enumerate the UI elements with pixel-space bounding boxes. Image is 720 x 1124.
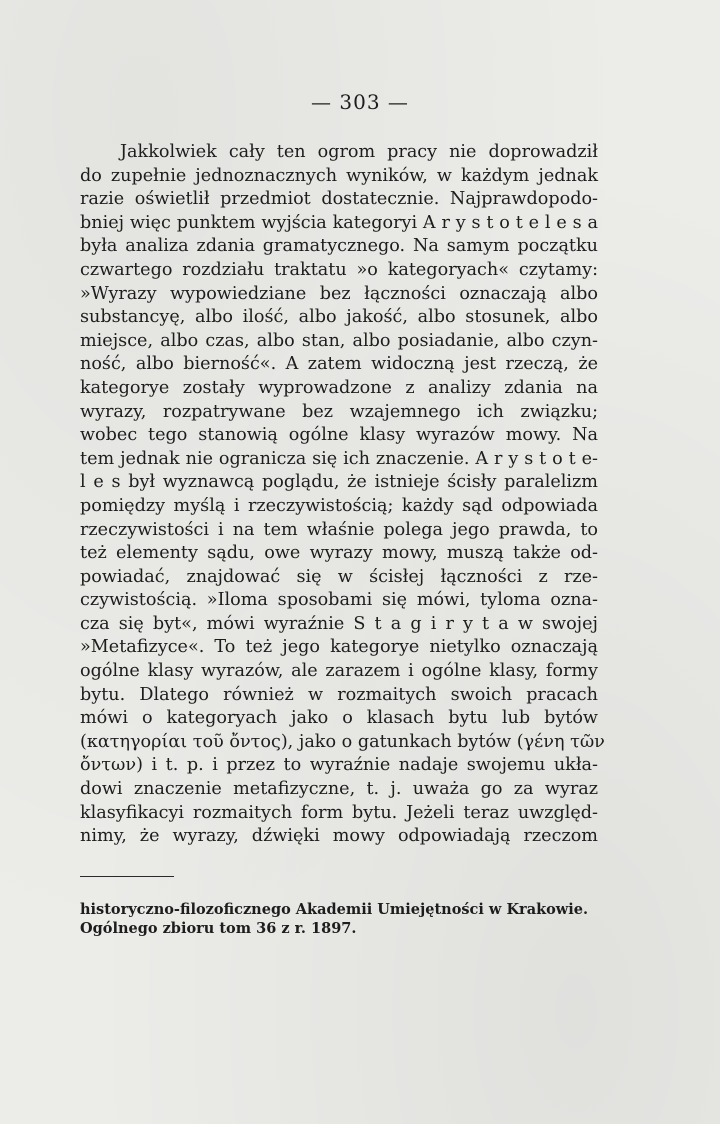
text-line: substancyę, albo ilość, albo jakość, albo stosunek, albo [80, 307, 598, 328]
text-line: była analiza zdania gramatycznego. Na samym początku [80, 236, 598, 257]
text-line: wobec tego stanowią ogólne klasy wyrazów mowy. Na [80, 425, 598, 446]
text-line: pomiędzy myślą i rzeczywistością; każdy sąd odpowiada [80, 495, 598, 516]
text-line: rzeczywistości i na tem właśnie polega jego prawda, to [80, 519, 598, 540]
text-line: dowi znaczenie metafizyczne, t. j. uważa go za wyraz [80, 779, 598, 800]
text-line: klasyfikacyi rozmaitych form bytu. Jeżeli teraz uwzględ- [80, 802, 598, 823]
text-line: l e s był wyznawcą poglądu, że istnieje ścisły paralelizm [80, 472, 598, 493]
text-line: bytu. Dlatego również w rozmaitych swoich pracach [80, 684, 598, 705]
text-line: »Metafizyce«. To też jego kategorye nietylko oznaczają [80, 637, 598, 658]
text-line: bniej więc punktem wyjścia kategoryi A r y s t o t e l e s a [80, 212, 598, 233]
text-line: czywistością. »Iloma sposobami się mówi, tyloma ozna- [80, 590, 598, 611]
footnote-line: Ogólnego zbioru tom 36 z r. 1897. [80, 920, 357, 937]
text-line: cza się byt«, mówi wyraźnie S t a g i r y t a w swojej [80, 613, 598, 634]
text-line: ność, albo bierność«. A zatem widoczną jest rzeczą, że [80, 354, 598, 375]
text-line: ogólne klasy wyrazów, ale zarazem i ogólne klasy, formy [80, 661, 598, 682]
text-line: Jakkolwiek cały ten ogrom pracy nie doprowadził [120, 142, 598, 162]
text-line: wyrazy, rozpatrywane bez wzajemnego ich związku; [80, 401, 598, 422]
text-line: mówi o kategoryach jako o klasach bytu lub bytów [80, 708, 598, 729]
text-line: miejsce, albo czas, albo stan, albo posiadanie, albo czyn- [80, 330, 598, 351]
footnote [80, 900, 600, 938]
text-line: czwartego rozdziału traktatu »o kategoryach« czytamy: [80, 259, 598, 280]
text-line: powiadać, znajdować się w ścisłej łączności z rze- [80, 566, 598, 587]
text-line: »Wyrazy wypowiedziane bez łączności oznaczają albo [80, 283, 598, 304]
text-line: nimy, że wyrazy, dźwięki mowy odpowiadają rzeczom [80, 826, 598, 847]
page-number: — 303 — [311, 90, 409, 114]
text-line: razie oświetlił przedmiot dostatecznie. Najprawdopodo- [80, 189, 598, 210]
text-line: tem jednak nie ogranicza się ich znaczenie. A r y s t o t e- [80, 448, 598, 469]
footnote-divider [80, 876, 174, 877]
text-line: (κατηγορίαι τοῦ ὄντος), jako o gatunkach bytów (γένη τῶν [80, 731, 605, 752]
main-text [80, 141, 605, 849]
text-line: też elementy sądu, owe wyrazy mowy, muszą także od- [80, 543, 598, 564]
footnote-line: historyczno-filozoficznego Akademii Umiejętności w Krakowie. [80, 901, 589, 918]
text-line: do zupełnie jednoznacznych wyników, w każdym jednak [80, 165, 598, 186]
text-line: kategorye zostały wyprowadzone z analizy zdania na [80, 377, 598, 398]
text-line: ὄντων) i t. p. i przez to wyraźnie nadaje swojemu ukła- [80, 755, 598, 776]
